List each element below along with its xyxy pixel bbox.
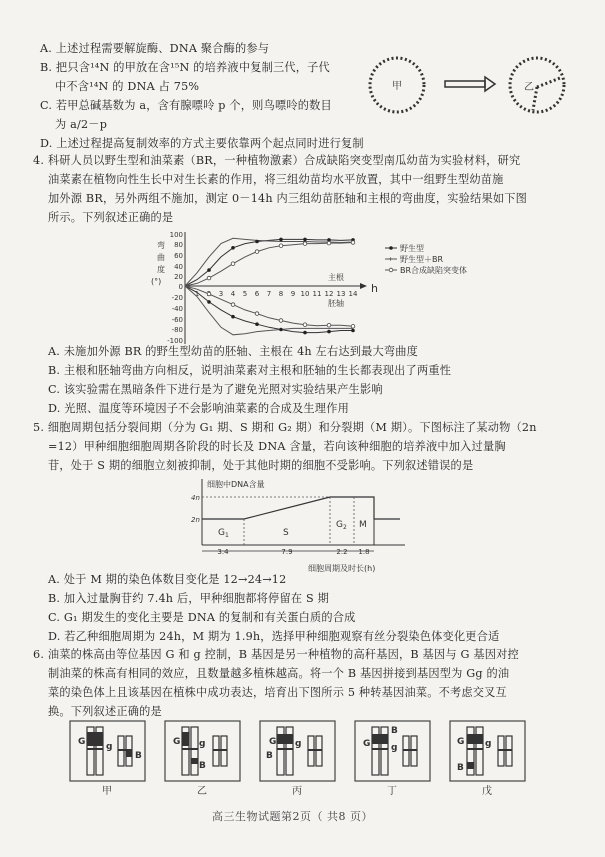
annotation-main-root: 主根 bbox=[328, 273, 344, 282]
page-footer: 高三生物试题第2页（ 共8 页） bbox=[212, 810, 373, 823]
q6-stem-2: 制油菜的株高有相同的效应，且数量越多植株越高。将一个 B 基因拼接到基因型为 Gg 的油 bbox=[48, 667, 510, 680]
svg-text:野生型＋BR: 野生型＋BR bbox=[400, 255, 444, 264]
chromosome-panels bbox=[65, 718, 545, 798]
q5-stem-1: 5. 细胞周期包括分裂间期（分为 G₁ 期、S 期和 G₂ 期）和分裂期（M 期）。下图标注了某动物（2n bbox=[33, 421, 537, 434]
svg-text:G1: $G_1$ bbox=[218, 528, 229, 539]
svg-text:G: G bbox=[173, 737, 181, 747]
svg-text:40: 40 bbox=[174, 263, 183, 271]
q3-option-b-line2: 中不含¹⁴N 的 DNA 占 75% bbox=[55, 80, 200, 93]
q3-option-c-line2: 为 a/2－p bbox=[55, 118, 108, 131]
q5-option-c: C. G₁ 期发生的变化主要是 DNA 的复制和有关蛋白质的合成 bbox=[48, 611, 356, 624]
svg-text:100: 100 bbox=[169, 231, 183, 239]
svg-text:+: + bbox=[388, 256, 394, 263]
q4-option-c: C. 该实验需在黑暗条件下进行是为了避免光照对实验结果产生影响 bbox=[48, 383, 383, 396]
svg-text:B: B bbox=[266, 751, 273, 761]
chart-legend bbox=[385, 243, 467, 275]
annotation-hypocotyl: 胚轴 bbox=[328, 299, 344, 308]
svg-text:14: 14 bbox=[348, 290, 358, 298]
svg-text:-60: -60 bbox=[171, 316, 183, 324]
svg-text:M: M bbox=[359, 520, 367, 530]
q5-option-b: B. 加入过量胸苷约 7.4h 后，甲种细胞都将停留在 S 期 bbox=[48, 592, 329, 605]
svg-text:G2: $G_2$ bbox=[336, 520, 347, 531]
circle-a-label: 甲 bbox=[392, 81, 402, 92]
q4-option-a: A. 未施加外源 BR 的野生型幼苗的胚轴、主根在 4h 左右达到最大弯曲度 bbox=[48, 345, 419, 358]
svg-text:3.4: 3.4 bbox=[217, 548, 229, 556]
bending-degree-chart bbox=[145, 228, 545, 346]
svg-text:B: B bbox=[199, 761, 206, 771]
svg-text:4n: 4n bbox=[191, 494, 200, 502]
svg-text:(°): (°) bbox=[151, 277, 162, 286]
svg-text:h: h bbox=[371, 282, 378, 295]
svg-text:2n: 2n bbox=[191, 516, 200, 524]
svg-text:B: B bbox=[391, 726, 398, 736]
svg-text:4: 4 bbox=[230, 290, 236, 298]
q5-option-a: A. 处于 M 期的染色体数目变化是 12→24→12 bbox=[48, 573, 287, 586]
svg-text:-100: -100 bbox=[167, 337, 183, 345]
svg-text:10: 10 bbox=[300, 290, 310, 298]
q4-stem-4: 所示。下列叙述正确的是 bbox=[48, 211, 174, 224]
panel-label-bing: 丙 bbox=[292, 786, 302, 797]
q6-stem-3: 菜的染色体上且该基因在植株中成功表达，培育出下图所示 5 种转基因油菜。不考虑交叉互 bbox=[48, 686, 507, 699]
svg-text:g: g bbox=[199, 739, 206, 749]
svg-text:g: g bbox=[391, 743, 398, 753]
q4-option-d: D. 光照、温度等环境因子不会影响油菜素的合成及生理作用 bbox=[48, 402, 349, 415]
svg-text:7.9: 7.9 bbox=[281, 548, 293, 556]
svg-text:1.8: 1.8 bbox=[358, 548, 370, 556]
svg-text:度: 度 bbox=[157, 265, 165, 274]
svg-text:曲: 曲 bbox=[157, 253, 165, 262]
q3-option-a: A. 上述过程需要解旋酶、DNA 聚合酶的参与 bbox=[40, 42, 270, 55]
svg-text:细胞周期及时长(h): 细胞周期及时长(h) bbox=[308, 564, 376, 573]
panel-label-ding: 丁 bbox=[387, 786, 397, 797]
svg-text:S: S bbox=[283, 528, 289, 538]
panel-label-wu: 戊 bbox=[482, 786, 492, 797]
svg-text:12: 12 bbox=[324, 290, 334, 298]
panel-label-jia: 甲 bbox=[102, 786, 112, 797]
svg-text:3: 3 bbox=[218, 290, 224, 298]
arrow-icon bbox=[445, 77, 495, 91]
svg-text:9: 9 bbox=[290, 290, 296, 298]
q6-stem-1: 6. 油菜的株高由等位基因 G 和 g 控制，B 基因是另一种植物的高秆基因，B 基因与 G 基因对控 bbox=[33, 648, 519, 661]
svg-text:7: 7 bbox=[266, 290, 272, 298]
svg-text:G: G bbox=[269, 737, 277, 747]
q3-option-b-line1: B. 把只含¹⁴N 的甲放在含¹⁵N 的培养液中复制三代，子代 bbox=[40, 61, 330, 74]
q3-replication-figure bbox=[365, 48, 590, 123]
q3-option-d: D. 上述过程提高复制效率的方式主要依靠两个起点同时进行复制 bbox=[40, 137, 364, 150]
q6-stem-4: 换。下列叙述正确的是 bbox=[48, 705, 162, 718]
svg-text:1: 1 bbox=[194, 290, 200, 298]
svg-text:-20: -20 bbox=[171, 294, 183, 302]
svg-text:0: 0 bbox=[178, 283, 183, 291]
svg-text:8: 8 bbox=[278, 290, 284, 298]
panel-label-yi: 乙 bbox=[197, 786, 207, 797]
q4-option-b: B. 主根和胚轴弯曲方向相反，说明油菜素对主根和胚轴的生长都表现出了两重性 bbox=[48, 364, 452, 377]
svg-text:g: g bbox=[106, 742, 113, 752]
svg-text:20: 20 bbox=[174, 273, 183, 281]
q4-stem-2: 油菜素在植物向性生长中对生长素的作用，将三组幼苗均水平放置，其中一组野生型幼苗施 bbox=[48, 173, 504, 186]
svg-text:G: G bbox=[78, 737, 86, 747]
circle-b-label: 乙 bbox=[524, 82, 534, 93]
q5-stem-3: 苷，处于 S 期的细胞立刻被抑制，处于其他时期的细胞不受影响。下列叙述错误的是 bbox=[48, 459, 474, 472]
q4-stem-1: 4. 科研人员以野生型和油菜素（BR，一种植物激素）合成缺陷突变型南瓜幼苗为实验材料，研究 bbox=[33, 154, 521, 167]
svg-text:B: B bbox=[457, 763, 464, 773]
svg-text:6: 6 bbox=[254, 290, 260, 298]
svg-text:11: 11 bbox=[312, 290, 322, 298]
svg-text:野生型: 野生型 bbox=[400, 244, 424, 253]
svg-text:细胞中DNA含量: 细胞中DNA含量 bbox=[207, 480, 265, 489]
svg-text:弯: 弯 bbox=[157, 241, 165, 250]
svg-text:BR合成缺陷突变体: BR合成缺陷突变体 bbox=[400, 266, 468, 275]
q5-option-d: D. 若乙种细胞周期为 24h，M 期为 1.9h，选择甲种细胞观察有丝分裂染色体变化更合适 bbox=[48, 630, 500, 643]
svg-text:g: g bbox=[485, 739, 492, 749]
svg-text:13: 13 bbox=[336, 290, 346, 298]
svg-text:60: 60 bbox=[174, 252, 183, 260]
svg-text:2.2: 2.2 bbox=[336, 548, 348, 556]
q3-option-c-line1: C. 若甲总碱基数为 a，含有腺嘌呤 p 个，则鸟嘌呤的数目 bbox=[40, 99, 332, 112]
svg-text:-40: -40 bbox=[171, 305, 183, 313]
svg-text:80: 80 bbox=[174, 241, 183, 249]
cell-cycle-dna-chart bbox=[190, 477, 430, 575]
svg-text:5: 5 bbox=[242, 290, 248, 298]
svg-text:G: G bbox=[363, 739, 371, 749]
svg-text:g: g bbox=[295, 739, 302, 749]
svg-text:G: G bbox=[457, 737, 465, 747]
q5-stem-2: =12）甲种细胞细胞周期各阶段的时长及 DNA 含量，若向该种细胞的培养液中加入过量胸 bbox=[48, 440, 506, 453]
q4-stem-3: 加外源 BR，另外两组不施加，测定 0－14h 内三组幼苗胚轴和主根的弯曲度，实验结果如下图 bbox=[48, 192, 528, 205]
svg-text:-80: -80 bbox=[171, 326, 183, 334]
svg-text:B: B bbox=[135, 751, 142, 761]
